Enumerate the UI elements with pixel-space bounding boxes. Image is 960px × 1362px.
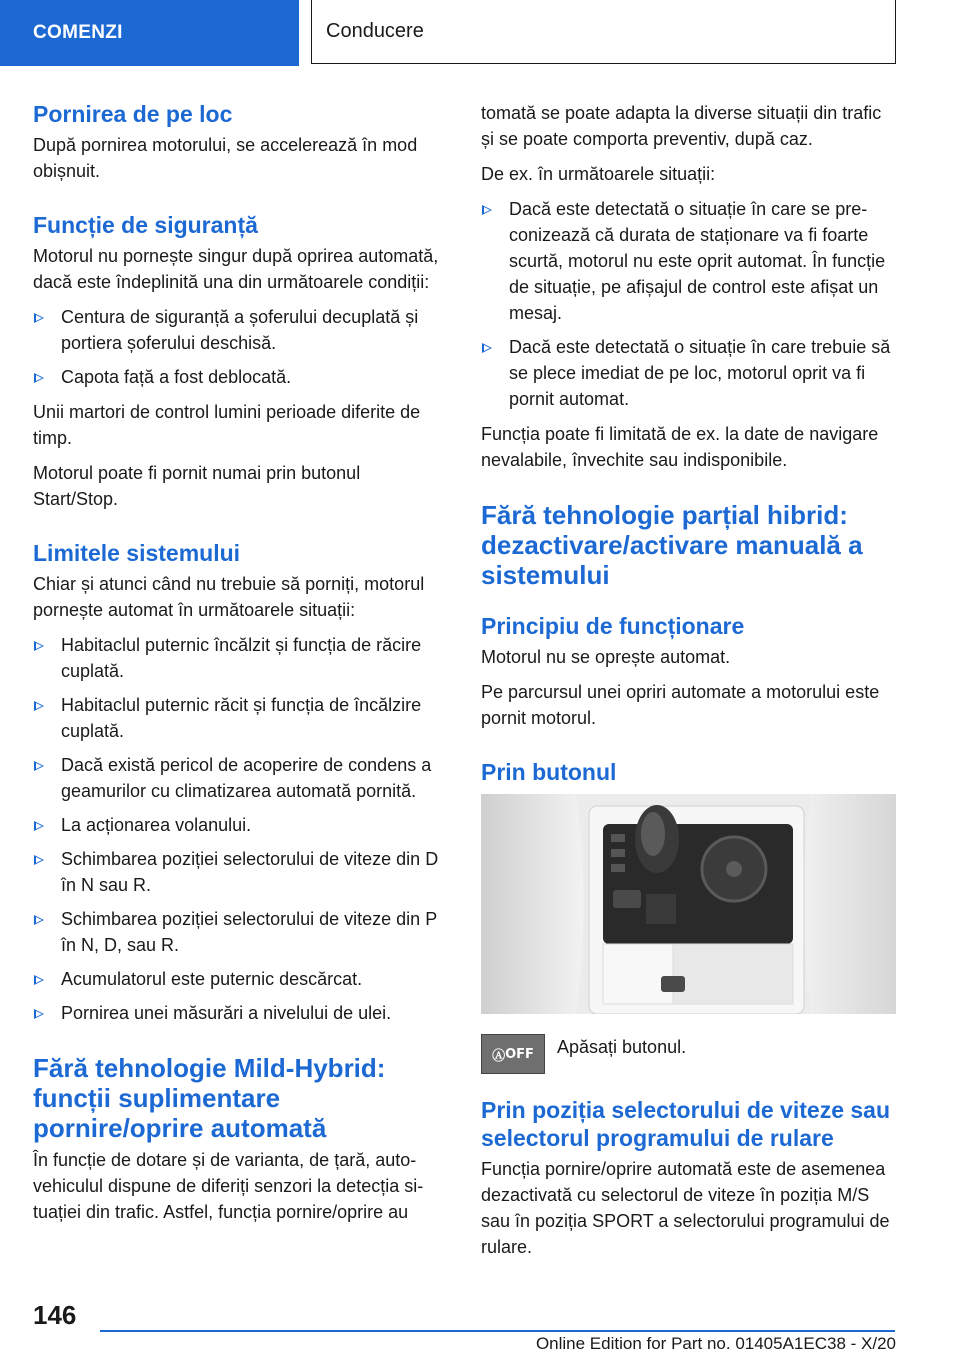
paragraph: Motorul nu pornește singur după oprirea automată, dacă este îndeplinită una din următoarele condiții: (33, 246, 439, 292)
list-item: Pornirea unei măsurări a nivelului de ulei. (33, 1000, 448, 1026)
list-item: La acționarea volanului. (33, 812, 448, 838)
heading-functie-de-siguranta: Funcție de siguranță (33, 212, 258, 238)
triangle-bullet-icon (34, 1009, 44, 1019)
list-item: Dacă există pericol de acoperire de condens a geamurilor cu climatizarea automată pornită. (33, 752, 448, 804)
heading-pornirea-de-pe-loc: Pornirea de pe loc (33, 101, 233, 127)
center-console-photo (481, 794, 896, 1014)
page-number: 146 (33, 1300, 77, 1330)
paragraph: tomată se poate adapta la diverse situații din trafic și se poate comporta preventiv, după caz. (481, 103, 882, 149)
button-instruction-row (481, 1034, 896, 1074)
left-column (33, 100, 448, 1234)
list-item: Schimbarea poziției selectorului de viteze din D în N sau R. (33, 846, 448, 898)
paragraph: Unii martori de control lumini perioade diferite de timp. (33, 402, 421, 448)
triangle-bullet-icon (34, 641, 44, 651)
heading-partial-hibrid: Fără tehnologie parțial hibrid: dezactivare/activare manuală a sistemului (481, 500, 863, 590)
paragraph: Funcția pornire/oprire automată este de asemenea dezactivată cu selectorul de viteze în poziția M/S sau în poziția SPORT a selectorului programului de rulare. (481, 1159, 890, 1257)
chapter-tab: Conducere (311, 0, 896, 64)
triangle-bullet-icon (34, 313, 44, 323)
paragraph: În funcție de dotare și de varianta, de țară, autovehiculul dispune de diferiți senzori la detecția situației din trafic. Astfel, funcția pornire/oprire au (33, 1150, 424, 1222)
list-item: Habitaclul puternic răcit și funcția de încălzire cuplată. (33, 692, 448, 744)
paragraph: Motorul nu se oprește automat. (481, 647, 731, 667)
triangle-bullet-icon (34, 761, 44, 771)
footer-divider (100, 1330, 895, 1332)
triangle-bullet-icon (34, 915, 44, 925)
triangle-bullet-icon (34, 373, 44, 383)
heading-principiu-de-functionare: Principiu de funcționare (481, 613, 745, 639)
list-item: Acumulatorul este puternic descărcat. (33, 966, 448, 992)
list-item: Habitaclul puternic încălzit și funcția de răcire cuplată. (33, 632, 448, 684)
page-header (0, 0, 960, 66)
triangle-bullet-icon (482, 343, 492, 353)
paragraph: De ex. în următoarele situații: (481, 164, 716, 184)
list-item: Dacă este detectată o situație în care trebuie să se plece imediat de pe loc, motorul oprit va fi pornit automat. (481, 334, 896, 412)
instruction-text: Apăsați butonul. (557, 1037, 687, 1057)
list-item: Capota față a fost deblocată. (33, 364, 448, 390)
list-item: Dacă este detectată o situație în care se preconizează că durata de staționare va fi foarte scurtă, motorul nu este oprit automat. În funcție de situație, pe afișajul de control este afișat un mesaj. (481, 196, 896, 326)
list-item: Schimbarea poziției selectorului de viteze din P în N, D, sau R. (33, 906, 448, 958)
paragraph: Motorul poate fi pornit numai prin butonul Start/Stop. (33, 463, 361, 509)
triangle-bullet-icon (34, 975, 44, 985)
triangle-bullet-icon (34, 855, 44, 865)
section-tab: COMENZI (0, 0, 299, 66)
paragraph: Funcția poate fi limitată de ex. la date de navigare nevalabile, învechite sau indisponibile. (481, 424, 879, 470)
paragraph: După pornirea motorului, se accelerează în mod obișnuit. (33, 135, 418, 181)
triangle-bullet-icon (34, 701, 44, 711)
bullet-list (33, 632, 448, 1026)
list-item: Centura de siguranță a șoferului decuplată și portiera șoferului deschisă. (33, 304, 448, 356)
bullet-list (33, 304, 448, 390)
paragraph: Pe parcursul unei opriri automate a motorului este pornit motorul. (481, 682, 880, 728)
edition-footer: Online Edition for Part no. 01405A1EC38 - X/20 (535, 1334, 896, 1353)
triangle-bullet-icon (34, 821, 44, 831)
heading-prin-butonul: Prin butonul (481, 759, 617, 785)
heading-limitele-sistemului: Limitele sistemului (33, 540, 241, 566)
center-console-illustration (481, 794, 896, 1014)
paragraph: Chiar și atunci când nu trebuie să porniți, motorul pornește automat în următoarele situații: (33, 574, 425, 620)
heading-mild-hybrid: Fără tehnologie Mild-Hybrid: funcții suplimentare pornire/oprire automată (33, 1053, 386, 1143)
heading-prin-pozitia-selectorului: Prin poziția selectorului de viteze sau selectorul programului de rulare (481, 1097, 891, 1151)
triangle-bullet-icon (482, 205, 492, 215)
bullet-list (481, 196, 896, 412)
right-column (481, 100, 896, 1269)
auto-start-stop-off-button-icon: Ⓐ OFF (481, 1034, 545, 1074)
